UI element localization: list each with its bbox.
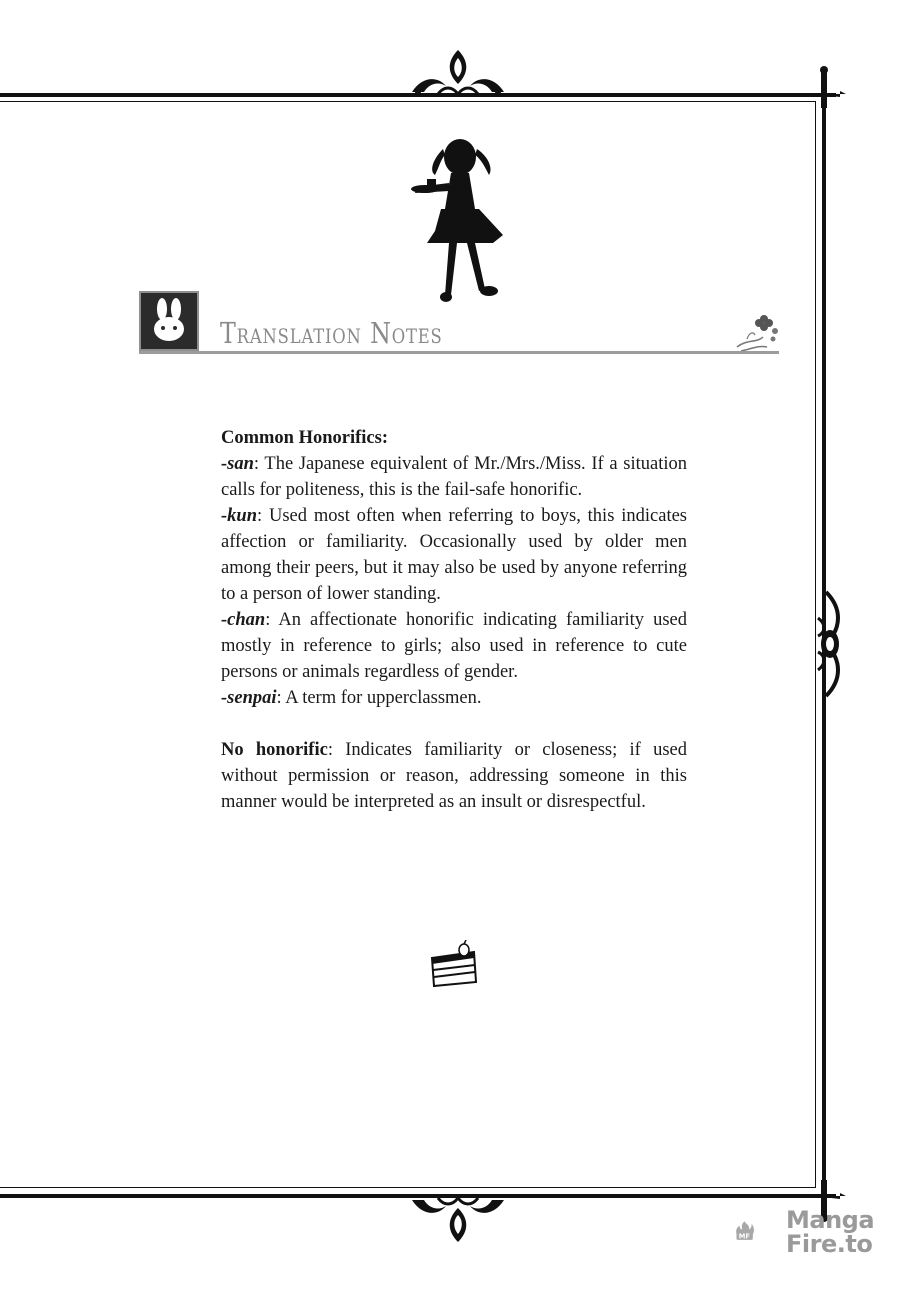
section-heading: Common Honorifics: (221, 428, 388, 448)
paragraph-gap (221, 711, 687, 737)
bottom-ornament-icon (408, 1192, 508, 1246)
honorific-san (221, 451, 687, 503)
honorific-kun (221, 503, 687, 607)
header-rule (139, 351, 779, 354)
honorific-term: -chan (221, 610, 266, 630)
honorific-definition: : The Japanese equivalent of Mr./Mrs./Miss. If a situation calls for politeness, this is the fail-safe honorific. (221, 454, 687, 500)
honorific-senpai (221, 685, 687, 711)
maid-silhouette-icon (405, 135, 515, 305)
rabbit-badge (139, 291, 199, 351)
honorific-definition: : Used most often when referring to boys, this indicates affection or familiarity. Occasionally used by older men among their peers, but it may also be used by anyone referring to a person of lower standing. (221, 506, 687, 604)
honorific-term: -kun (221, 506, 257, 526)
no-honorific-definition: : Indicates familiarity or closeness; if used without permission or reason, addressing someone in this manner would be interpreted as an insult or disrespectful. (221, 740, 687, 812)
watermark-line1: Manga (786, 1206, 875, 1234)
frame-top-inner (0, 101, 815, 102)
rabbit-icon (141, 293, 197, 349)
frame-bottom-inner (0, 1187, 815, 1188)
translation-notes-body (221, 425, 687, 815)
cake-icon (428, 940, 480, 990)
no-honorific-term: No honorific (221, 740, 328, 760)
watermark-line2: Fire.to (786, 1230, 873, 1258)
honorific-definition: : An affectionate honorific indicating familiarity used mostly in reference to girls; also used in reference to cute persons or animals regardless of gender. (221, 610, 687, 682)
honorific-chan (221, 607, 687, 685)
honorific-term: -senpai (221, 688, 277, 708)
flower-ornament-icon (733, 309, 783, 354)
page-title: Translation Notes (220, 316, 443, 350)
mangafire-logo-icon (735, 1203, 787, 1259)
honorific-definition: : A term for upperclassmen. (276, 688, 482, 708)
svg-text:MF: MF (738, 1232, 750, 1241)
no-honorific (221, 737, 687, 815)
top-ornament-icon (408, 46, 508, 100)
side-ornament-icon (812, 588, 848, 700)
corner-finial-top-icon (814, 64, 846, 108)
honorific-term: -san (221, 454, 254, 474)
